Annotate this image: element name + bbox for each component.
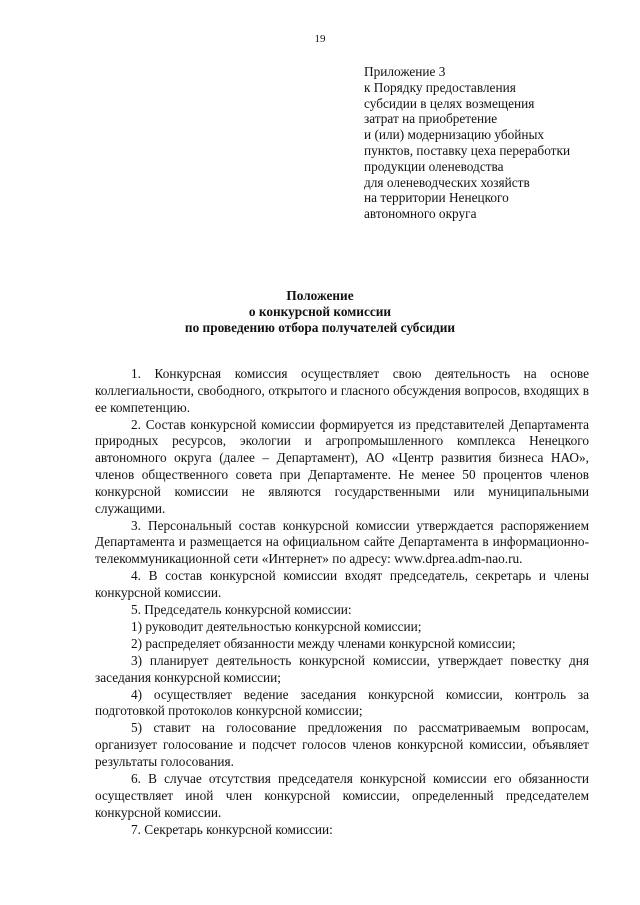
appendix-header (364, 64, 624, 222)
appendix-line: Приложение 3 (364, 64, 446, 79)
appendix-line: на территории Ненецкого (364, 190, 509, 206)
document-title (0, 288, 640, 336)
title-line: Положение (286, 288, 354, 303)
appendix-line: для оленеводческих хозяйств (364, 174, 530, 190)
page-number: 19 (314, 33, 326, 45)
appendix-line: к Порядку предоставления (364, 79, 516, 95)
paragraph: 1. Конкурсная комиссия осуществляет свою деятельность на основе коллегиальности, свободного, открытого и гласного обсуждения вопросов, входящих в ее компетенцию. (95, 366, 589, 415)
paragraph: 3. Персональный состав конкурсной комиссии утверждается распоряжением Департамента и размещается на официальном сайте Департамента в информационно-телекоммуникационной сети «Интернет» по адресу: www.dprea.adm-nao.ru. (95, 517, 589, 567)
appendix-line: продукции оленеводства (364, 158, 504, 174)
paragraph: 6. В случае отсутствия председателя конкурсной комиссии его обязанности осуществляет иной член конкурсной комиссии, определенный председателем конкурсной комиссии. (95, 771, 589, 820)
appendix-line: затрат на приобретение (364, 111, 498, 127)
title-line: о конкурсной комиссии (248, 304, 392, 319)
appendix-line: и (или) модернизацию убойных (364, 127, 545, 143)
paragraph: 4) осуществляет ведение заседания конкурсной комиссии, контроль за подготовкой протоколов конкурсной комиссии; (95, 686, 589, 719)
paragraph: 2. Состав конкурсной комиссии формируется из представителей Департамента природных ресурсов, экологии и агропромышленного комплекса Ненецкого автономного округа (далее – Департамент), АО «Центр развития бизнеса НАО», членов общественного совета при Департаменте. Не менее 50 процентов членов конкурсной комиссии не являются государственными или муниципальными служащими. (95, 416, 589, 516)
paragraph: 1) руководит деятельностью конкурсной комиссии; (131, 618, 422, 634)
appendix-line: автономного округа (364, 206, 477, 222)
paragraph: 5) ставит на голосование предложения по рассматриваемым вопросам, организует голосование и подсчет голосов членов конкурсной комиссии, объявляет результаты голосования. (95, 720, 589, 770)
appendix-line: субсидии в целях возмещения (364, 95, 535, 111)
paragraph: 5. Председатель конкурсной комиссии: (131, 601, 352, 617)
document-body (95, 366, 589, 839)
title-line: по проведению отбора получателей субсидии (184, 320, 456, 335)
paragraph: 4. В состав конкурсной комиссии входят председатель, секретарь и члены конкурсной комиссии. (95, 568, 589, 600)
paragraph: 3) планирует деятельность конкурсной комиссии, утверждает повестку дня заседания конкурсной комиссии; (95, 652, 589, 685)
appendix-line: пунктов, поставку цеха переработки (364, 142, 571, 158)
paragraph: 7. Секретарь конкурсной комиссии: (131, 821, 333, 837)
paragraph: 2) распределяет обязанности между членами конкурсной комиссии; (131, 635, 516, 651)
